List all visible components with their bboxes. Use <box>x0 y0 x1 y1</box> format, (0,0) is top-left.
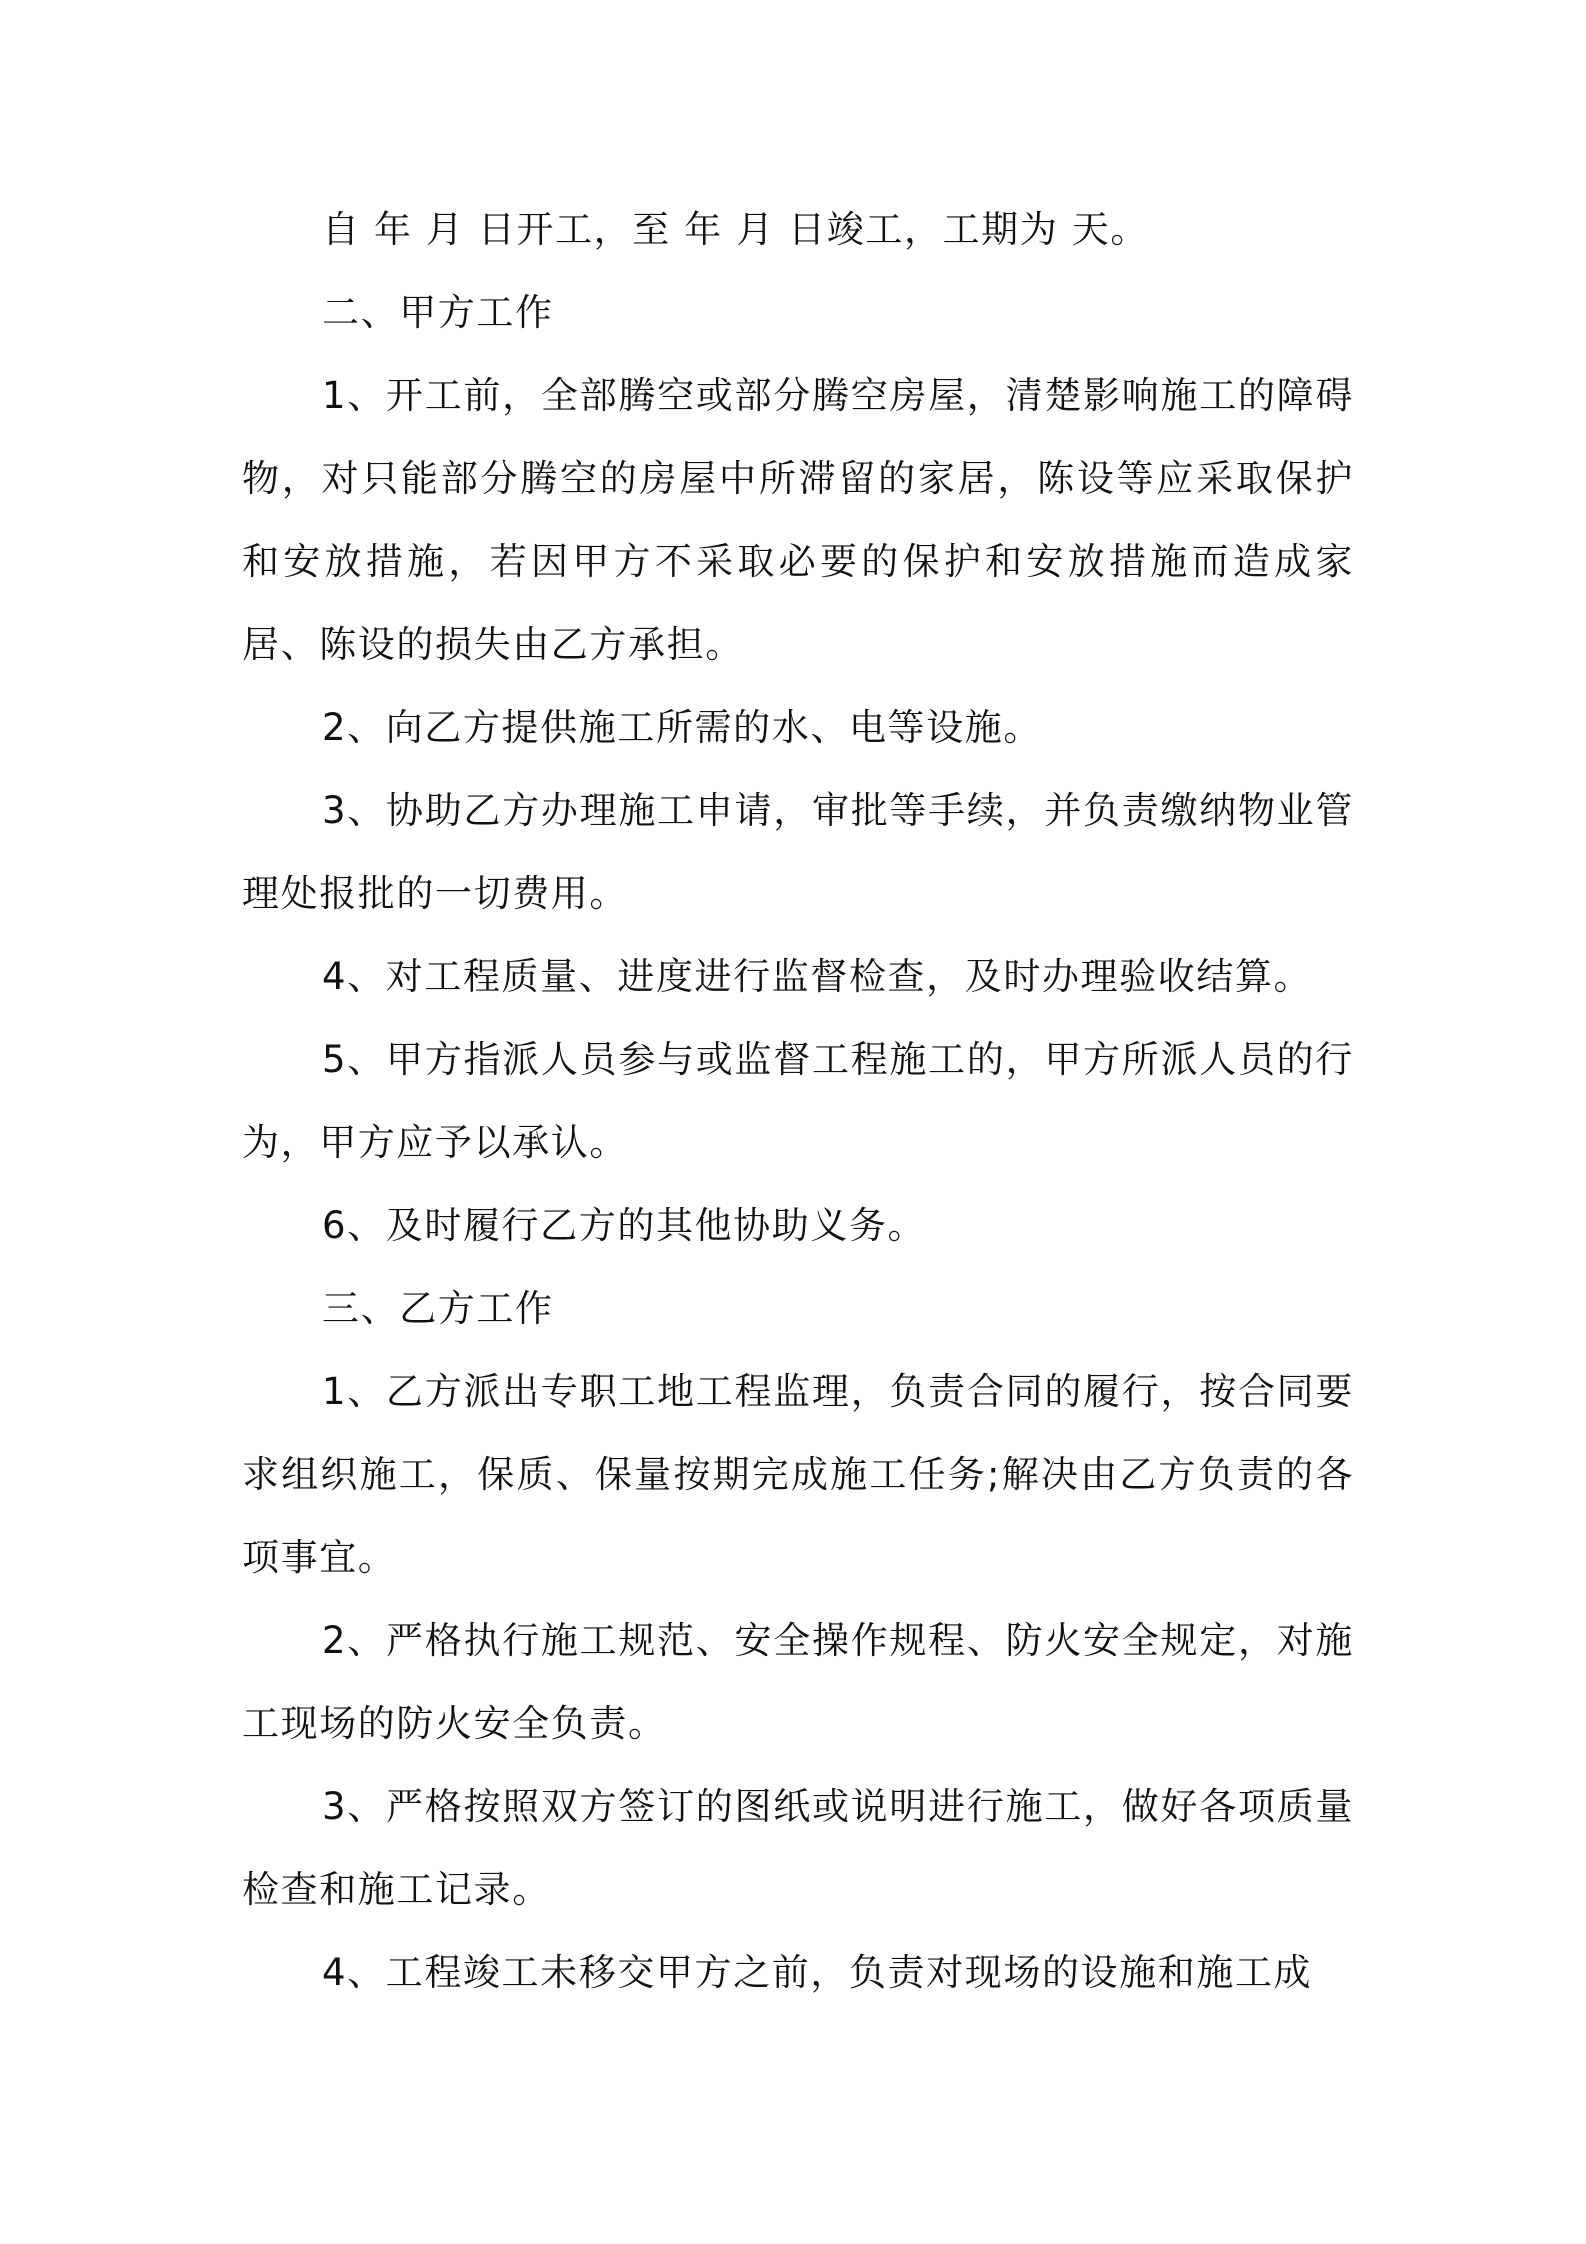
paragraph-party-a-item-6: 6、及时履行乙方的其他协助义务。 <box>322 1204 927 1247</box>
paragraph-party-b-item-2: 2、严格执行施工规范、安全操作规程、防火安全规定，对施工现场的防火安全负责。 <box>242 1619 1354 1745</box>
paragraph-schedule: 自 年 月 日开工，至 年 月 日竣工，工期为 天。 <box>322 208 1149 251</box>
paragraph-party-a-item-2: 2、向乙方提供施工所需的水、电等设施。 <box>322 706 1042 749</box>
paragraph-party-b-item-3: 3、严格按照双方签订的图纸或说明进行施工，做好各项质量检查和施工记录。 <box>242 1785 1354 1911</box>
paragraph-party-a-item-5: 5、甲方指派人员参与或监督工程施工的，甲方所派人员的行为，甲方应予以承认。 <box>242 1038 1354 1164</box>
paragraph-party-a-item-1: 1、开工前，全部腾空或部分腾空房屋，清楚影响施工的障碍物，对只能部分腾空的房屋中所滞留的家居，陈设等应采取保护和安放措施，若因甲方不采取必要的保护和安放措施而造成家居、陈设的损失由乙方承担。 <box>242 374 1354 666</box>
paragraph-party-a-item-3: 3、协助乙方办理施工申请，审批等手续，并负责缴纳物业管理处报批的一切费用。 <box>242 789 1354 915</box>
section-heading-party-b: 三、乙方工作 <box>322 1287 554 1330</box>
paragraph-party-b-item-4: 4、工程竣工未移交甲方之前，负责对现场的设施和施工成 <box>322 1951 1313 1994</box>
section-heading-party-a: 二、甲方工作 <box>322 291 554 334</box>
paragraph-party-a-item-4: 4、对工程质量、进度进行监督检查，及时办理验收结算。 <box>322 955 1313 998</box>
paragraph-party-b-item-1: 1、乙方派出专职工地工程监理，负责合同的履行，按合同要求组织施工，保质、保量按期完成施工任务;解决由乙方负责的各项事宜。 <box>242 1370 1354 1579</box>
document-body <box>242 188 1354 2014</box>
